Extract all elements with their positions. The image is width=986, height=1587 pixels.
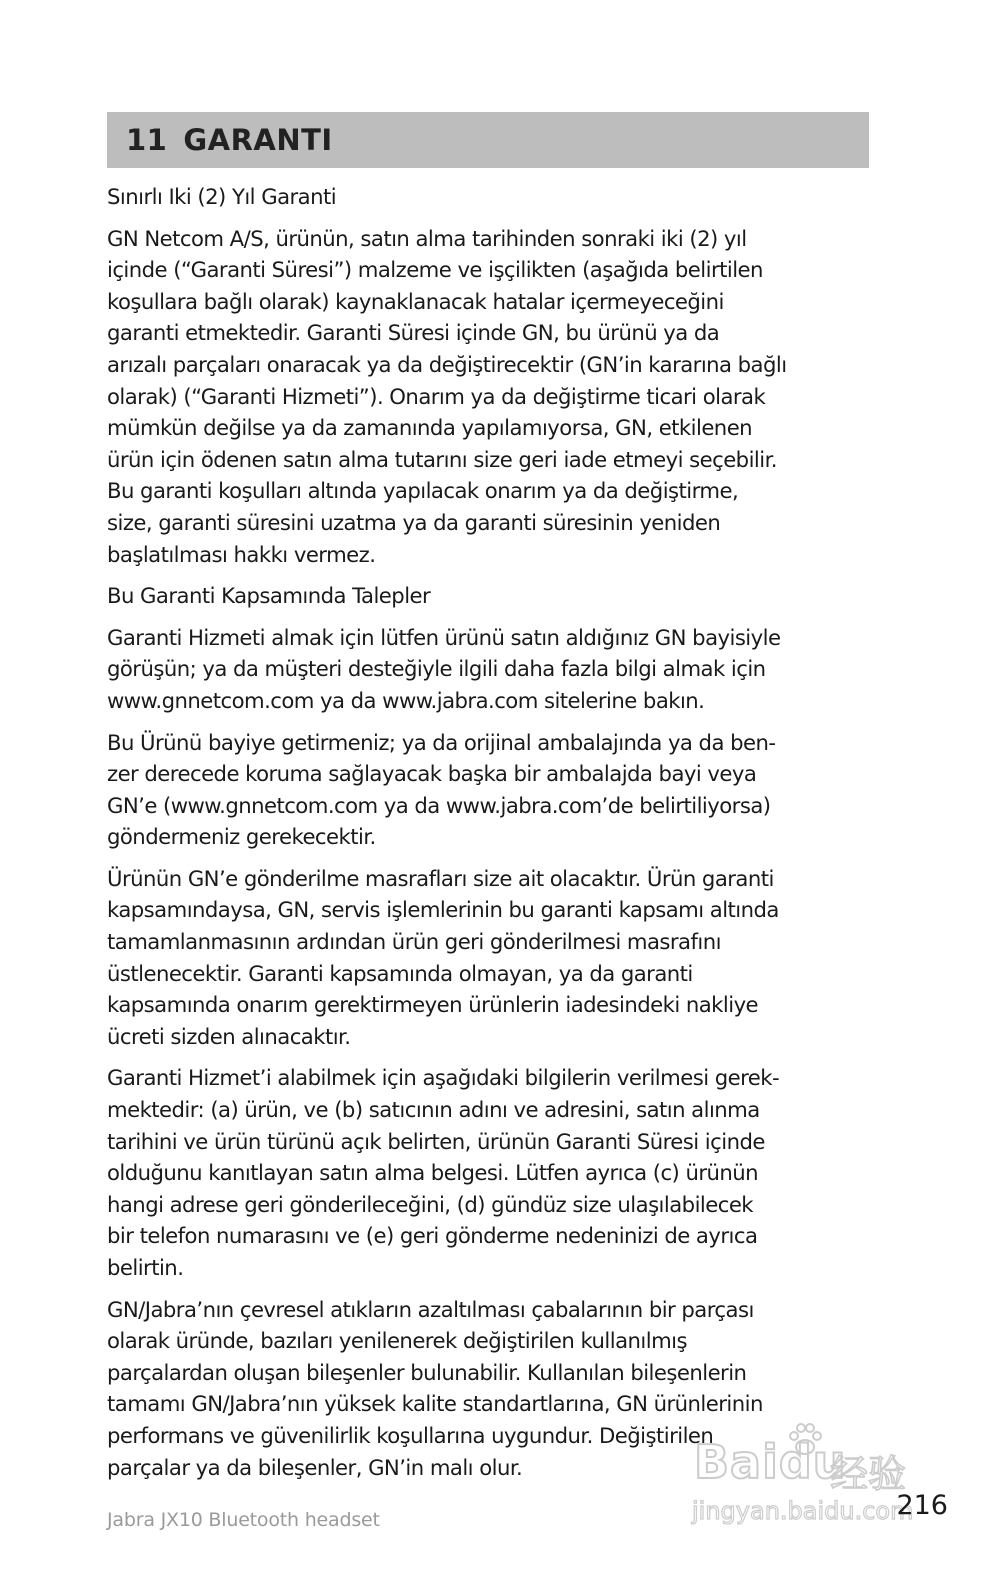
paragraph-claims-contact: Garanti Hizmeti almak için lütfen ürünü satın aldığınız GN bayisiyle görüşün; ya da müşteri desteğiyle ilgili daha fazla bilgi almak için www.gnnetcom.com ya da www.jabra.com sitelerine bakın. (107, 624, 781, 713)
watermark-cn-text: 经验 (830, 1452, 907, 1496)
section-number: 11 (126, 123, 168, 157)
watermark-logo: Baidu (694, 1435, 847, 1489)
paragraph-shipping-costs: Ürünün GN’e gönderilme masrafları size ait olacaktır. Ürün garanti kapsamındaysa, GN, servis işlemlerinin bu garanti kapsamı altında tamamlanmasının ardından ürün geri gönderilmesi masrafını üstlenecektir. Garanti kapsamında olmayan, ya da garanti kapsamında onarım gerektirmeyen ürünlerin iadesindeki nakliye ücreti sizden alınacaktır. (107, 865, 779, 1049)
page-number: 216 (896, 1490, 948, 1521)
subheading-claims: Bu Garanti Kapsamında Talepler (107, 583, 431, 609)
paragraph-required-info: Garanti Hizmet’i alabilmek için aşağıdaki bilgilerin verilmesi gerek- mektedir: (a) ürün, ve (b) satıcının adını ve adresini, satın alınma tarihini ve ürün türünü açık belirten, ürünün Garanti Süresi içinde olduğunu kanıtlayan satın alma belgesi. Lütfen ayrıca (c) ürünün hangi adrese geri gönderileceğini, (d) gündüz size ulaşılabilecek bir telefon numarasını ve (e) geri gönderme nedeninizi de ayrıca belirtin. (107, 1065, 780, 1280)
footer-product-name: Jabra JX10 Bluetooth headset (107, 1509, 380, 1531)
watermark-url: jingyan.baidu.com (692, 1497, 914, 1525)
paragraph-refurbished-parts: GN/Jabra’nın çevresel atıkların azaltılması çabalarının bir parçası olarak üründe, bazıları yenilenerek değiştirilen kullanılmış parçalardan oluşan bileşenler bulunabilir. Kullanılan bileşenlerin tamamı GN/Jabra’nın yüksek kalite standartlarına, GN ürünlerinin performans ve güvenilirlik koşullarına uygundur. Değiştirilen parçalar ya da bileşenler, GN’in malı olur. (107, 1296, 763, 1480)
section-header (107, 112, 869, 168)
subheading-limited-warranty: Sınırlı Iki (2) Yıl Garanti (107, 184, 337, 209)
paragraph-return-packaging: Bu Ürünü bayiye getirmeniz; ya da orijinal ambalajında ya da ben- zer derecede koruma sağlayacak başka bir ambalajda bayi veya GN’e (www.gnnetcom.com ya da www.jabra.com’de belirtiliyorsa) göndermeniz gerekecektir. (107, 729, 776, 850)
section-title: GARANTI (183, 123, 333, 157)
document-body (107, 181, 877, 1493)
paragraph-warranty-terms: GN Netcom A/S, ürünün, satın alma tarihinden sonraki iki (2) yıl içinde (“Garanti Süresi”) malzeme ve işçilikten (aşağıda belirtilen koşullara bağlı olarak) kaynaklanacak hatalar içermeyeceğini garanti etmektedir. Garanti Süresi içinde GN, bu ürünü ya da arızalı parçaları onaracak ya da değiştirecektir (GN’in kararına bağlı olarak) (“Garanti Hizmeti”). Onarım ya da değiştirme ticari olarak mümkün değilse ya da zamanında yapılamıyorsa, GN, etkilenen ürün için ödenen satın alma tutarını size geri iade etmeyi seçebilir. Bu garanti koşulları altında yapılacak onarım ya da değiştirme, size, garanti süresini uzatma ya da garanti süresinin yeniden başlatılması hakkı vermez. (107, 225, 787, 567)
